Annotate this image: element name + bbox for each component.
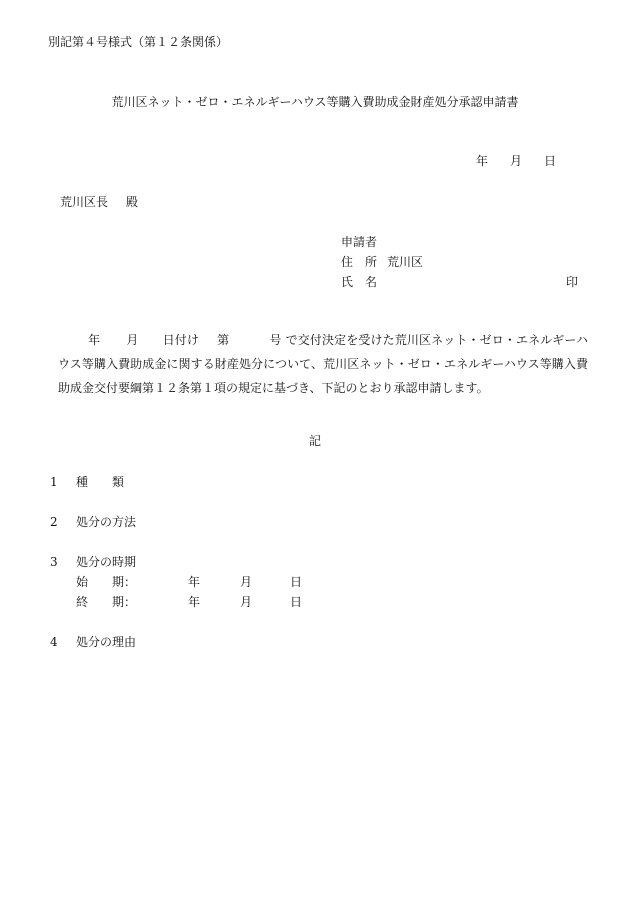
body-number: 号 bbox=[269, 333, 282, 347]
period-start-month: 月 bbox=[240, 575, 253, 589]
date-day: 日 bbox=[544, 154, 557, 168]
item-2-label: 処分の方法 bbox=[76, 515, 137, 529]
period-start-year: 年 bbox=[188, 575, 201, 589]
item-4-label: 処分の理由 bbox=[76, 635, 137, 649]
ki-heading: 記 bbox=[308, 434, 321, 448]
seal-mark: 印 bbox=[566, 275, 579, 289]
form-label: 別記第４号様式（第１２条関係） bbox=[48, 35, 229, 49]
period-start-label: 始 期： bbox=[76, 575, 137, 589]
name-label: 氏 名 bbox=[341, 275, 378, 289]
date-year: 年 bbox=[476, 154, 489, 168]
item-3-number: 3 bbox=[50, 555, 58, 569]
item-1-label: 種 類 bbox=[76, 475, 125, 489]
body-month: 月 bbox=[126, 333, 139, 347]
document-title: 荒川区ネット・ゼロ・エネルギーハウス等購入費助成金財産処分承認申請書 bbox=[111, 95, 519, 109]
item-3-label: 処分の時期 bbox=[76, 555, 137, 569]
body-dated: 日付け bbox=[162, 333, 199, 347]
body-text: で交付決定を受けた荒川区ネット・ゼロ・エネルギーハウス等購入費助成金に関する財産処分について、荒川区ネット・ゼロ・エネルギーハウス等購入費助成金交付要綱第１２条第１項の規定に基づき、下記のとおり承認申請します。 bbox=[58, 333, 588, 395]
period-end-year: 年 bbox=[188, 595, 201, 609]
address-value: 荒川区 bbox=[387, 255, 424, 269]
period-end-label: 終 期： bbox=[76, 595, 137, 609]
address-label: 住 所 bbox=[341, 255, 378, 269]
item-2-number: 2 bbox=[50, 515, 58, 529]
period-end-month: 月 bbox=[240, 595, 253, 609]
date-month: 月 bbox=[510, 154, 523, 168]
body-ordinal: 第 bbox=[217, 333, 230, 347]
addressee-name: 荒川区長 bbox=[60, 195, 109, 209]
applicant-heading: 申請者 bbox=[341, 235, 378, 249]
body-year: 年 bbox=[88, 333, 101, 347]
body-paragraph bbox=[58, 328, 588, 400]
addressee-honorific: 殿 bbox=[126, 195, 139, 209]
period-start-day: 日 bbox=[290, 575, 303, 589]
period-end-day: 日 bbox=[290, 595, 303, 609]
item-1-number: 1 bbox=[50, 475, 58, 489]
item-4-number: 4 bbox=[50, 635, 58, 649]
